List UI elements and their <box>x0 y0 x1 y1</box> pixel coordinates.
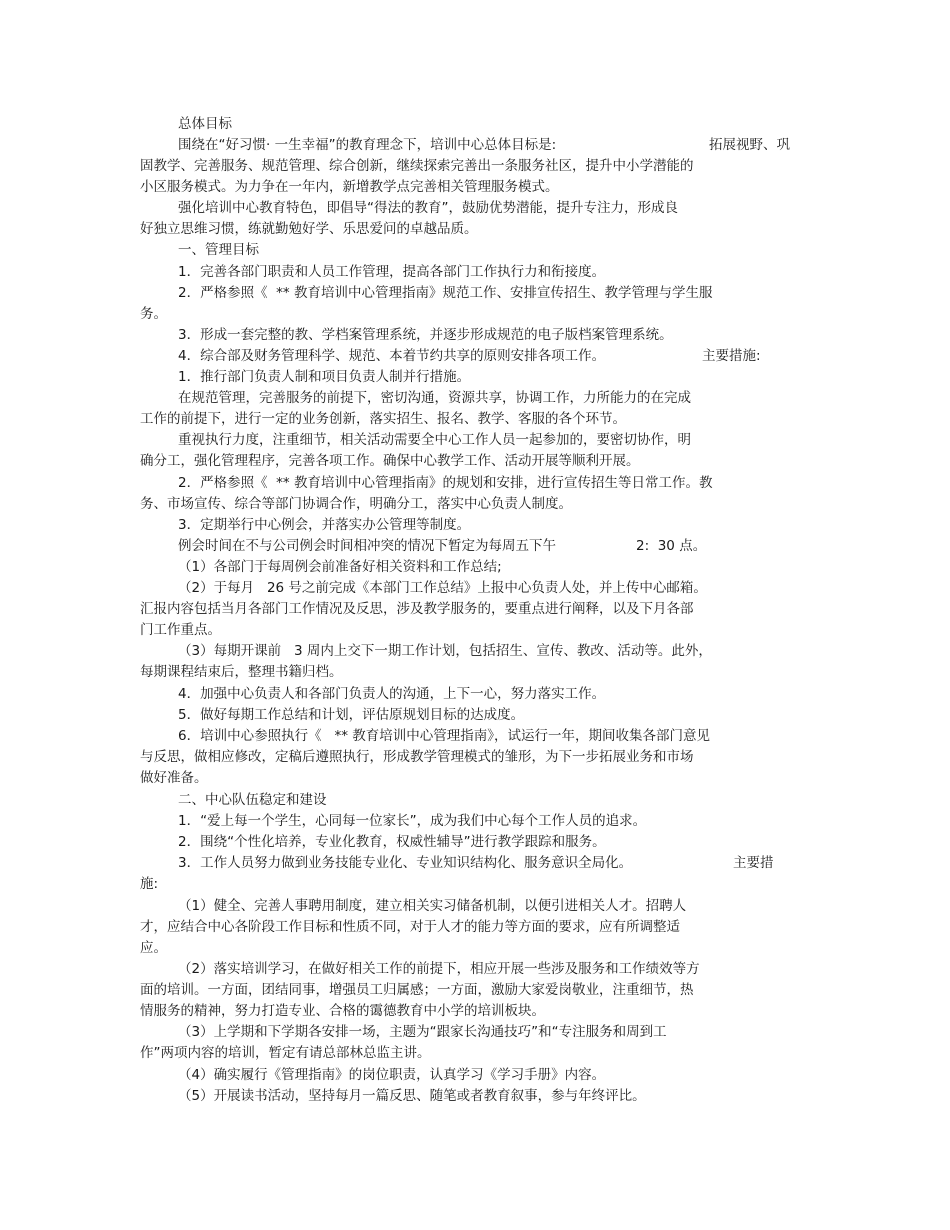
measures-label: 主要措 <box>733 855 774 871</box>
body-line: 门工作重点。 <box>140 622 221 638</box>
intro-line: 拓展视野、巩 <box>709 137 790 153</box>
intro-line: 小区服务模式。为力争在一年内，新增教学点完善相关管理服务模式。 <box>140 179 559 195</box>
body-line: 工作的前提下，进行一定的业务创新，落实招生、报名、教学、客服的各个环节。 <box>140 411 626 427</box>
body-line: 1．推行部门负责人制和项目负责人制并行措施。 <box>178 369 471 385</box>
body-line: 汇报内容包括当月各部门工作情况及反思，涉及教学服务的，要重点进行阐释，以及下月各部 <box>140 601 694 617</box>
body-line: （5）开展读书活动，坚持每月一篇反思、随笔或者教育叙事，参与年终评比。 <box>178 1088 646 1104</box>
body-line: 例会时间在不与公司例会时间相冲突的情况下暂定为每周五下午 <box>178 538 556 554</box>
body-line: 1．“爱上每一个学生，心同每一位家长”，成为我们中心每个工作人员的追求。 <box>178 813 647 829</box>
body-line: 做好准备。 <box>140 770 208 786</box>
intro-line: 好独立思维习惯，练就勤勉好学、乐思爱问的卓越品质。 <box>140 221 478 237</box>
body-line: 2．严格参照《 ** 教育培训中心管理指南》的规划和安排，进行宣传招生等日常工作。教 <box>178 475 713 491</box>
measures-label: 施: <box>140 876 159 892</box>
intro-line: 固教学、完善服务、规范管理、综合创新，继续探索完善出一条服务社区，提升中小学潜能的 <box>140 158 694 174</box>
body-line: 才，应结合中心各阶段工作目标和性质不同，对于人才的能力等方面的要求，应有所调整适 <box>140 919 680 935</box>
body-line: （2）于每月 26 号之前完成《本部门工作总结》上报中心负责人处，并上传中心邮箱。 <box>178 580 707 596</box>
body-line: 务。 <box>140 306 167 322</box>
body-line: （1）健全、完善人事聘用制度，建立相关实习储备机制，以便引进相关人才。招聘人 <box>178 898 687 914</box>
body-line: （1）各部门于每周例会前准备好相关资料和工作总结; <box>178 559 502 575</box>
body-line: 在规范管理，完善服务的前提下，密切沟通，资源共享，协调工作，力所能力的在完成 <box>178 390 691 406</box>
body-line: 重视执行力度，注重细节，相关活动需要全中心工作人员一起参加的，要密切协作，明 <box>178 432 691 448</box>
body-line: 与反思，做相应修改，定稿后遵照执行，形成教学管理模式的雏形，为下一步拓展业务和市场 <box>140 749 694 765</box>
body-line: 确分工，强化管理程序，完善各项工作。确保中心教学工作、活动开展等顺利开展。 <box>140 453 640 469</box>
body-line: 5．做好每期工作总结和计划，评估原规划目标的达成度。 <box>178 707 525 723</box>
body-line: 4．综合部及财务管理科学、规范、本着节约共享的原则安排各项工作。 <box>178 348 606 364</box>
body-line: （2）落实培训学习，在做好相关工作的前提下，相应开展一些涉及服务和工作绩效等方 <box>178 961 700 977</box>
doc-title: 总体目标 <box>178 116 232 132</box>
measures-label: 主要措施: <box>702 348 761 364</box>
section-heading: 二、中心队伍稳定和建设 <box>178 792 327 808</box>
section-heading: 一、管理目标 <box>178 242 259 258</box>
body-line: （3）上学期和下学期各安排一场，主题为“跟家长沟通技巧”和“专注服务和周到工 <box>178 1024 667 1040</box>
body-line: 每期课程结束后，整理书籍归档。 <box>140 664 343 680</box>
body-line: 6．培训中心参照执行《 ** 教育培训中心管理指南》，试运行一年，期间收集各部门意见 <box>178 728 711 744</box>
body-line: 2．围绕“个性化培养，专业化教育，权威性辅导”进行教学跟踪和服务。 <box>178 834 606 850</box>
meeting-time: 2: 30 点。 <box>636 538 707 554</box>
body-line: 应。 <box>140 940 167 956</box>
body-line: （3）每期开课前 3 周内上交下一期工作计划，包括招生、宣传、教改、活动等。此外， <box>178 643 712 659</box>
body-line: 4．加强中心负责人和各部门负责人的沟通，上下一心，努力落实工作。 <box>178 686 606 702</box>
intro-line: 强化培训中心教育特色，即倡导“得法的教育”，鼓励优势潜能，提升专注力，形成良 <box>178 200 678 216</box>
body-line: （4）确实履行《管理指南》的岗位职责，认真学习《学习手册》内容。 <box>178 1067 606 1083</box>
body-line: 作”两项内容的培训，暂定有请总部林总监主讲。 <box>140 1045 431 1061</box>
intro-line: 围绕在“好习惯· 一生幸福”的教育理念下，培训中心总体目标是: <box>178 137 557 153</box>
body-line: 2．严格参照《 ** 教育培训中心管理指南》规范工作、安排宣传招生、教学管理与学生服 <box>178 285 713 301</box>
body-line: 3．形成一套完整的教、学档案管理系统，并逐步形成规范的电子版档案管理系统。 <box>178 327 673 343</box>
body-line: 1．完善各部门职责和人员工作管理，提高各部门工作执行力和衔接度。 <box>178 264 606 280</box>
body-line: 3．工作人员努力做到业务技能专业化、专业知识结构化、服务意识全局化。 <box>178 855 633 871</box>
body-line: 面的培训。一方面，团结同事，增强员工归属感；一方面，激励大家爱岗敬业，注重细节，热 <box>140 982 694 998</box>
body-line: 3．定期举行中心例会，并落实办公管理等制度。 <box>178 517 471 533</box>
body-line: 务、市场宣传、综合等部门协调合作，明确分工，落实中心负责人制度。 <box>140 496 572 512</box>
body-line: 情服务的精神，努力打造专业、合格的霭德教育中小学的培训板块。 <box>140 1003 545 1019</box>
